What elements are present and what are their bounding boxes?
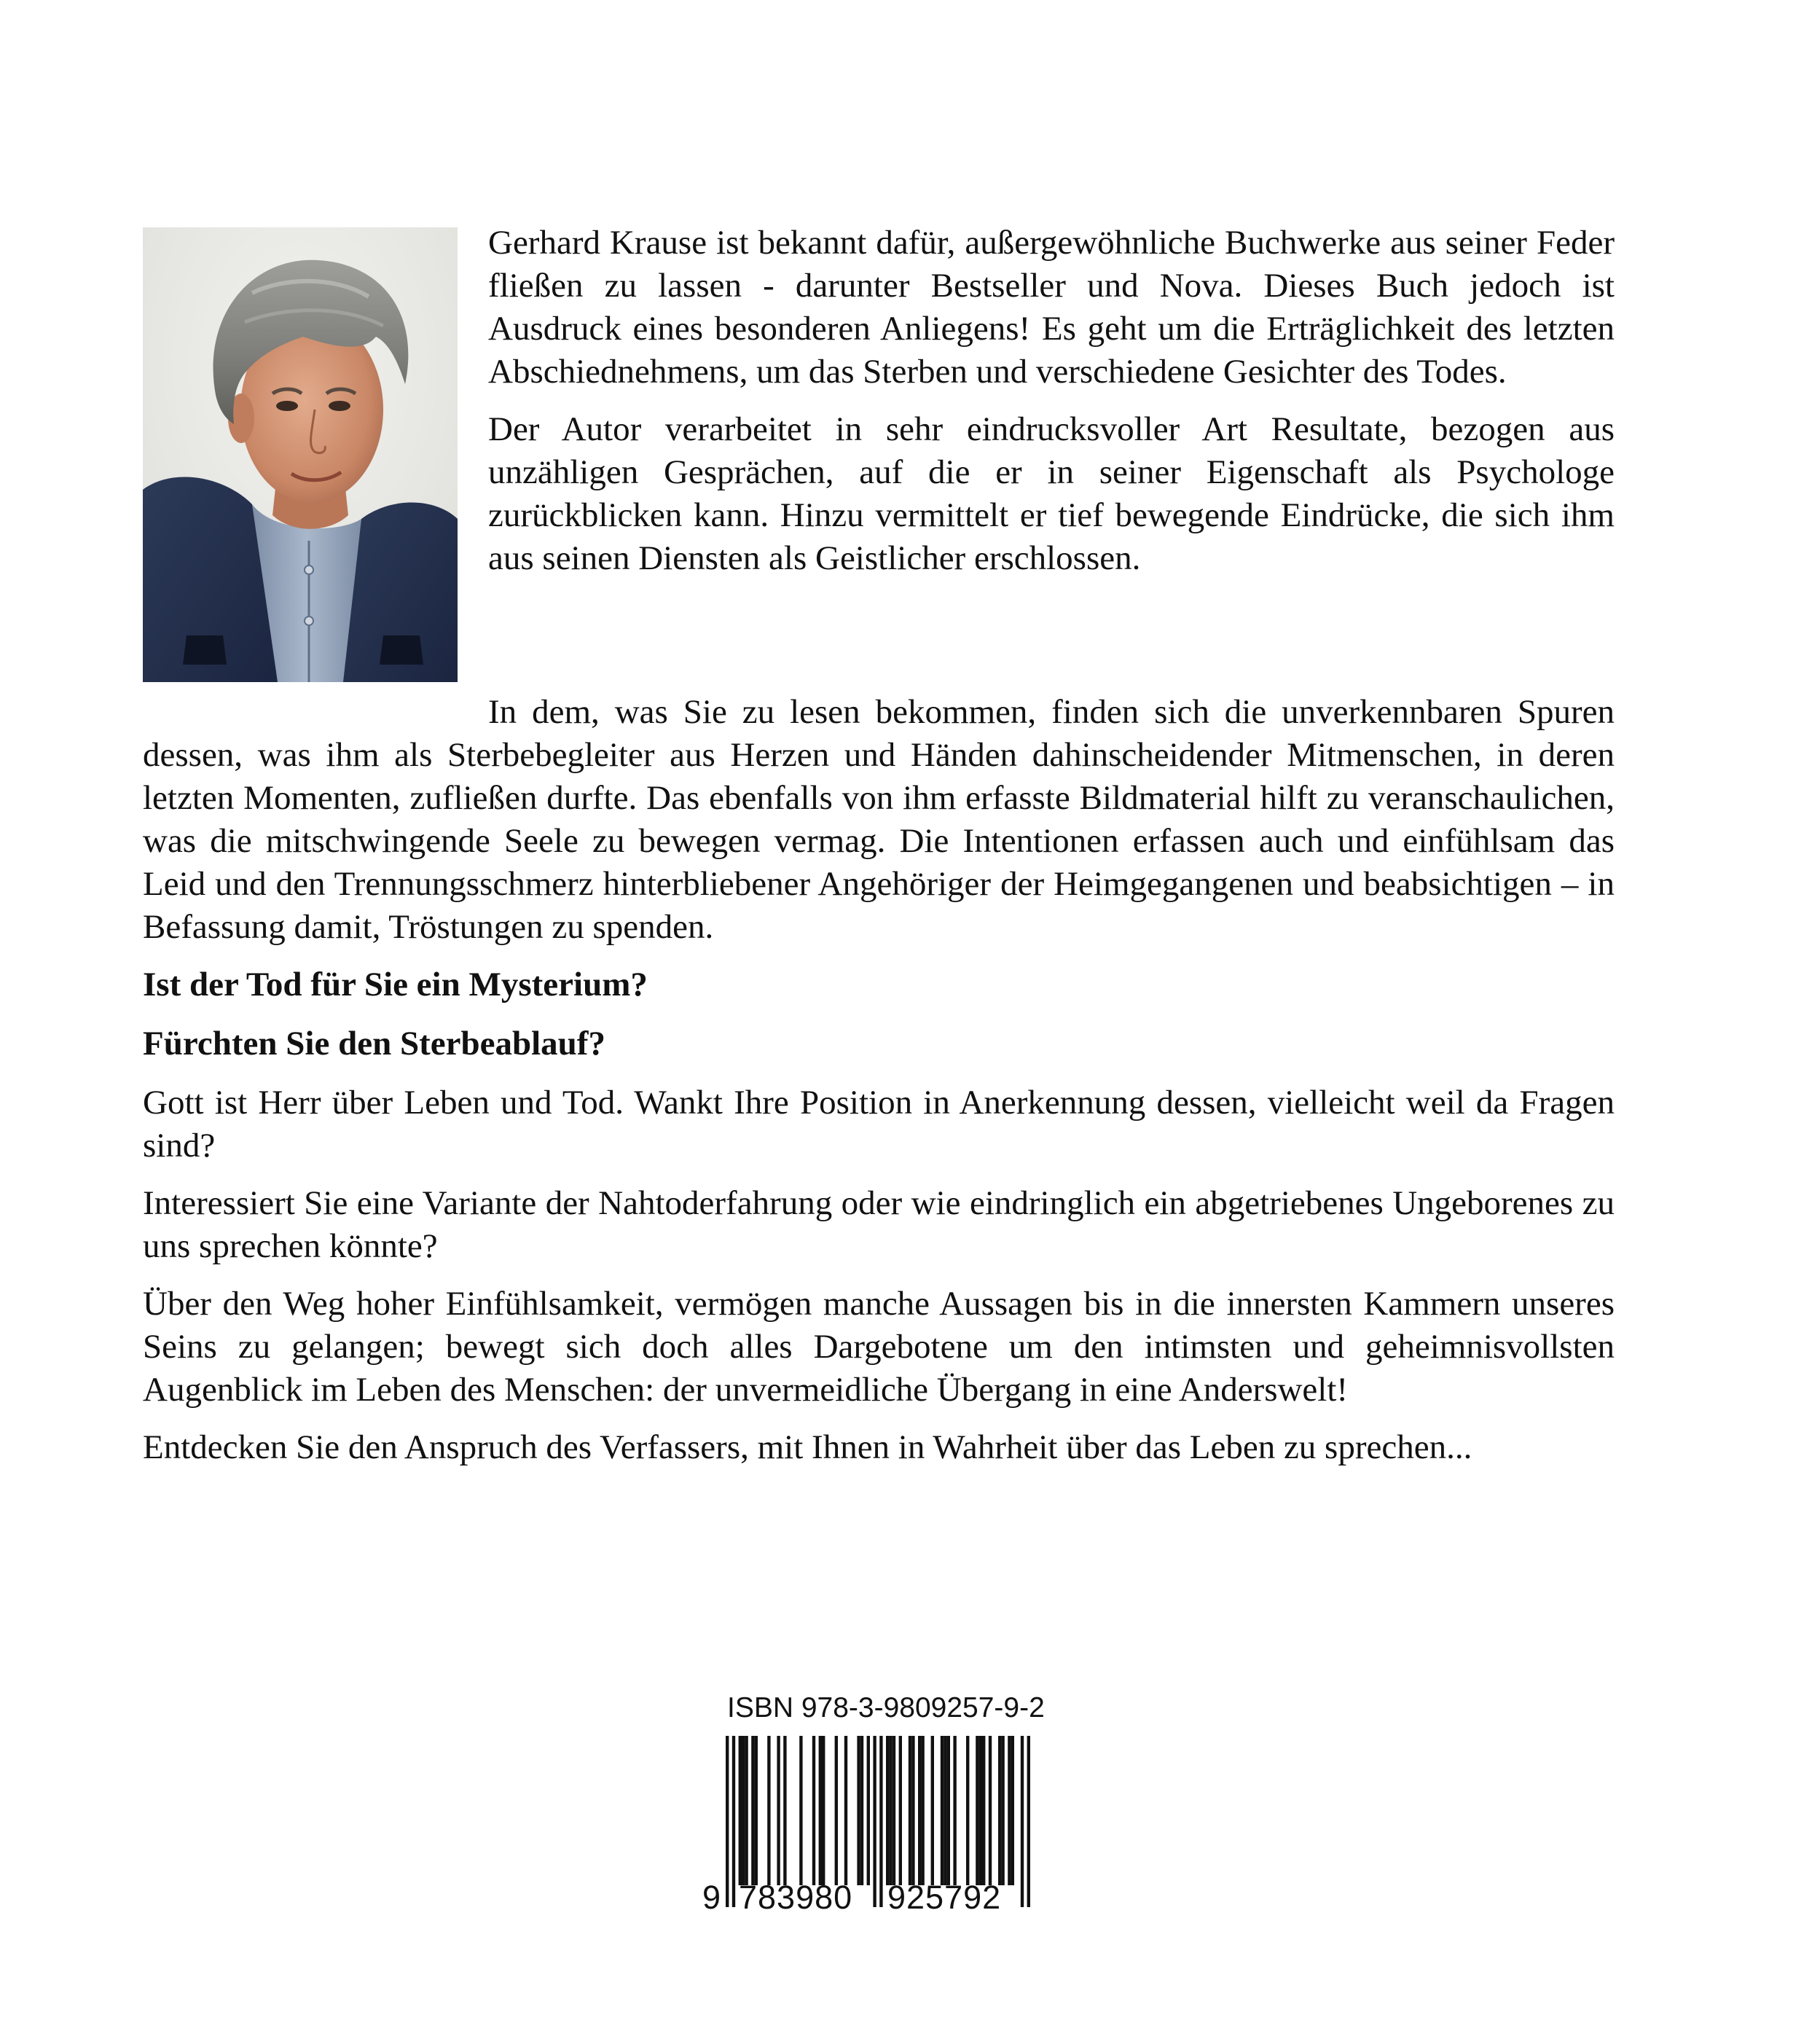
barcode-guard-bar bbox=[1027, 1736, 1030, 1907]
barcode-bar bbox=[931, 1736, 934, 1885]
barcode-bar bbox=[947, 1736, 950, 1885]
barcode-bar bbox=[777, 1736, 780, 1885]
barcode-guard-bar bbox=[873, 1736, 876, 1907]
barcode-bar bbox=[1008, 1736, 1011, 1885]
barcode-bar bbox=[976, 1736, 978, 1885]
barcode-bar bbox=[835, 1736, 838, 1885]
author-photo-illustration bbox=[143, 227, 458, 682]
barcode-bar bbox=[745, 1736, 748, 1885]
barcode-guard-bar bbox=[879, 1736, 882, 1907]
barcode-bar bbox=[886, 1736, 889, 1885]
barcode-bar bbox=[822, 1736, 825, 1885]
barcode-bar bbox=[739, 1736, 742, 1885]
barcode-bar bbox=[799, 1736, 802, 1885]
isbn-label: ISBN 978-3-9809257-9-2 bbox=[727, 1692, 1045, 1723]
paragraph-intro: Gerhard Krause ist bekannt dafür, außergewöhnliche Buchwerke aus seiner Feder fließen zu lassen - darunter Bestseller und Nova. Dieses Buch jedoch ist Ausdruck eines besonderen Anliegens! Es geht um die Erträglichkeit des letzten Abschiednehmens, um das Sterben und verschiedene Gesichter des Todes. bbox=[488, 224, 1615, 391]
paragraph-einfuehlsamkeit: Über den Weg hoher Einfühlsamkeit, vermögen manche Aussagen bis in die innersten Kammern unseres Seins zu gelangen; bewegt sich doch alles Dargebotene um den intimsten und geheimnisvollsten Augenblick im Leben des Menschen: der unvermeidliche Übergang in eine Anderswelt! bbox=[143, 1285, 1615, 1409]
barcode-bar bbox=[857, 1736, 860, 1885]
barcode-bar bbox=[921, 1736, 924, 1885]
barcode-bar bbox=[751, 1736, 754, 1885]
barcode-bar bbox=[1011, 1736, 1014, 1885]
barcode-guard-bar bbox=[1021, 1736, 1024, 1907]
paragraph-god: Gott ist Herr über Leben und Tod. Wankt Ihre Position in Anerkennung dessen, vielleicht weil da Fragen sind? bbox=[143, 1084, 1615, 1165]
barcode-bar bbox=[911, 1736, 914, 1885]
paragraph-author: Der Autor verarbeitet in sehr eindrucksvoller Art Resultate, bezogen aus unzähligen Gesprächen, auf die er in seiner Eigenschaft als Psychologe zurückblicken kann. Hinzu vermittelt er tief bewegende Eindrücke, die sich ihm aus seinen Diensten als Geistlicher erschlossen. bbox=[488, 410, 1615, 577]
paragraph-content: In dem, was Sie zu lesen bekommen, finden sich die unverkennbaren Spuren dessen, was ihm als Sterbebegleiter aus Herzen und Händen dahinscheidender Mitmenschen, in deren letzten Momenten, zufließen durfte. Das ebenfalls von ihm erfasste Bildmaterial hilft zu veranschaulichen, was die mitschwingende Seele zu bewegen vermag. Die Intentionen erfassen auch und einfühlsam das Leid und den Trennungsschmerz hinterbliebener Angehöriger der Heimgegangenen und beabsichtigen – in Befassung damit, Tröstungen zu spenden. bbox=[143, 693, 1615, 946]
barcode-bar bbox=[742, 1736, 745, 1885]
barcode-bar bbox=[860, 1736, 863, 1885]
barcode-bar bbox=[979, 1736, 982, 1885]
barcode-bar bbox=[819, 1736, 822, 1885]
author-portrait bbox=[143, 227, 458, 682]
barcode-bar bbox=[812, 1736, 815, 1885]
isbn-barcode bbox=[697, 1692, 1054, 1933]
barcode-bar bbox=[893, 1736, 895, 1885]
barcode-guard-bar bbox=[732, 1736, 735, 1907]
question-mysterium: Ist der Tod für Sie ein Mysterium? bbox=[143, 966, 648, 1003]
barcode-bar bbox=[944, 1736, 946, 1885]
barcode-lead-digit: 9 bbox=[702, 1879, 721, 1916]
barcode-bar bbox=[1001, 1736, 1004, 1885]
barcode-left-group: 783980 bbox=[739, 1879, 853, 1916]
barcode-bar bbox=[867, 1736, 870, 1885]
barcode-bar bbox=[889, 1736, 892, 1885]
paragraph-nahtod: Interessiert Sie eine Variante der Nahtoderfahrung oder wie eindringlich ein abgetriebenes Ungeborenes zu uns sprechen könnte? bbox=[143, 1184, 1615, 1265]
barcode-bar bbox=[953, 1736, 956, 1885]
barcode-bar bbox=[998, 1736, 1001, 1885]
barcode-bar bbox=[899, 1736, 902, 1885]
barcode-bar bbox=[755, 1736, 758, 1885]
barcode-bar bbox=[767, 1736, 770, 1885]
paragraph-closing: Entdecken Sie den Anspruch des Verfassers, mit Ihnen in Wahrheit über das Leben zu sprechen... bbox=[143, 1428, 1472, 1466]
barcode-bar bbox=[844, 1736, 847, 1885]
barcode-bar bbox=[783, 1736, 786, 1885]
barcode-bar bbox=[966, 1736, 969, 1885]
barcode-guard-bar bbox=[726, 1736, 729, 1907]
barcode-bar bbox=[989, 1736, 992, 1885]
barcode-right-group: 925792 bbox=[887, 1879, 1002, 1916]
back-cover-text bbox=[143, 222, 1615, 1484]
question-sterbeablauf: Fürchten Sie den Sterbeablauf? bbox=[143, 1025, 605, 1063]
barcode-bar bbox=[909, 1736, 911, 1885]
barcode-bar bbox=[982, 1736, 985, 1885]
barcode-bar bbox=[918, 1736, 921, 1885]
barcode-bar bbox=[941, 1736, 944, 1885]
